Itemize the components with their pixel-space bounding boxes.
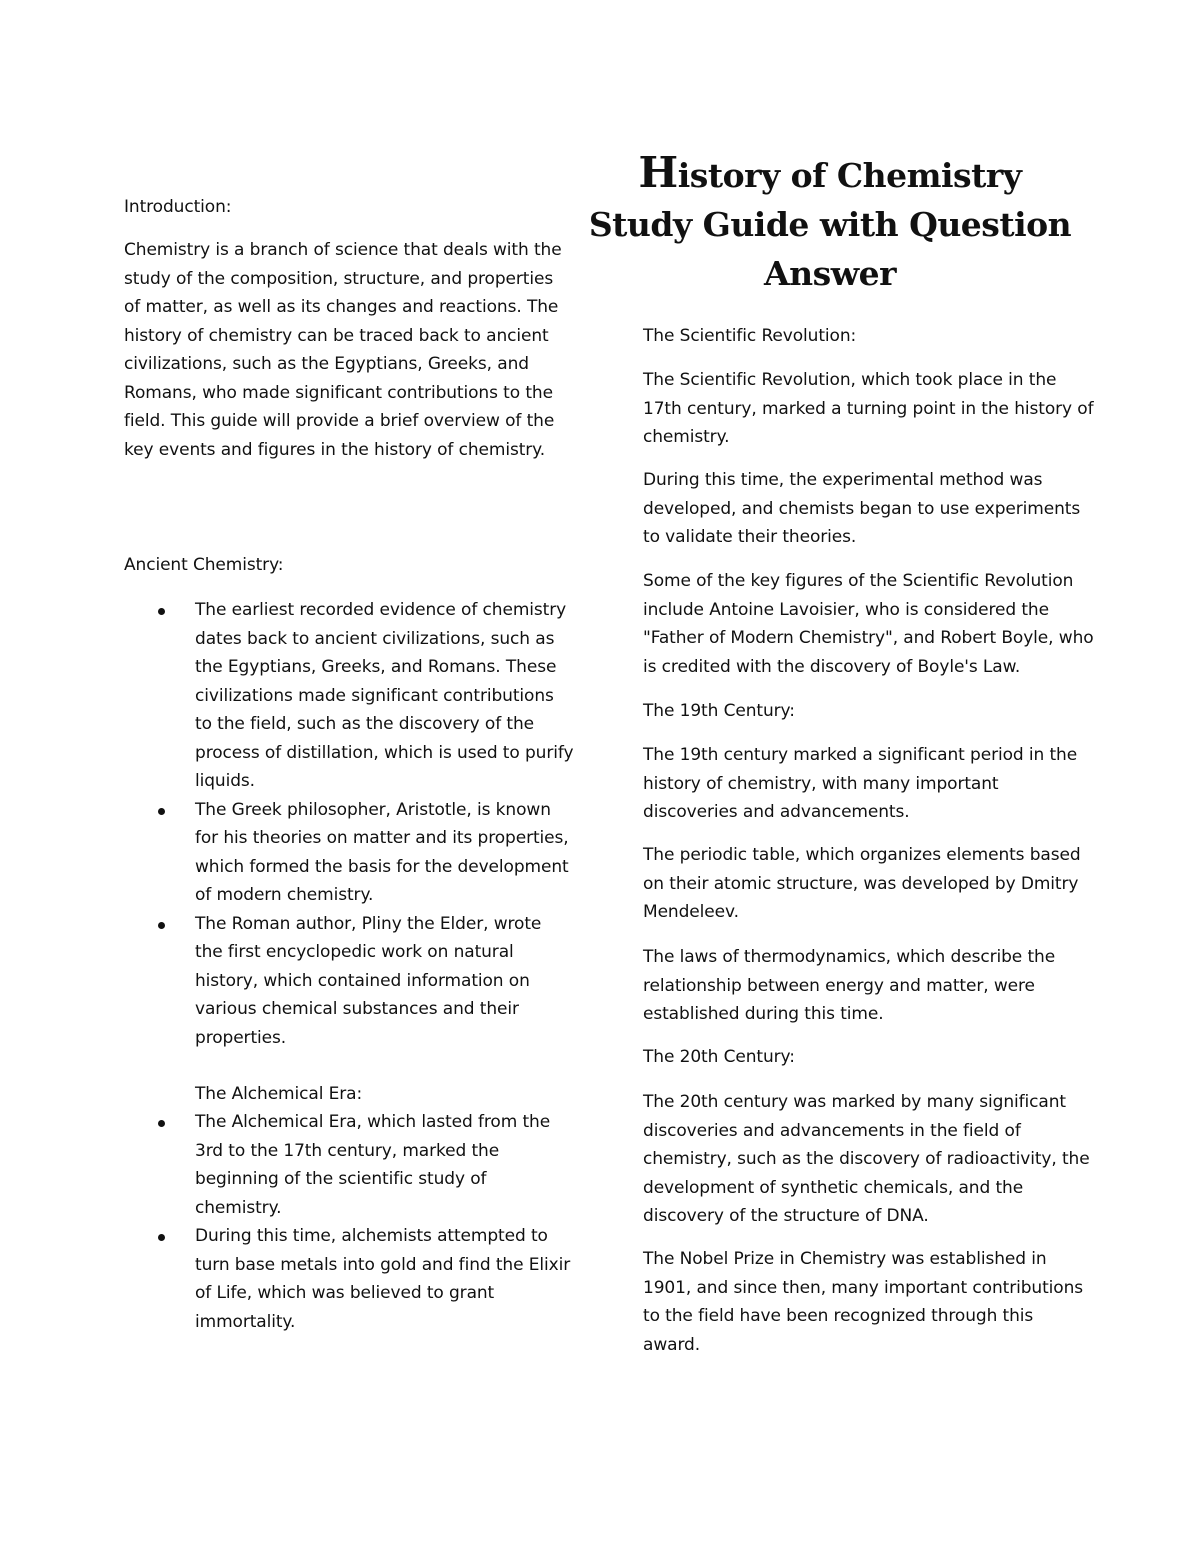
scientific-revolution-heading: The Scientific Revolution: xyxy=(643,326,857,346)
scientific-revolution-paragraph-1: The Scientific Revolution, which took place in the 17th century, marked a turning point in the history of chemistry. xyxy=(643,370,1094,447)
ancient-chemistry-heading: Ancient Chemistry: xyxy=(124,555,284,575)
introduction-paragraph: Chemistry is a branch of science that deals with the study of the composition, structure, and properties of matter, as well as its changes and reactions. The history of chemistry can be traced back to ancient civilizations, such as the Egyptians, Greeks, and Romans, who made significant contributions to the field. This guide will provide a brief overview of the key events and figures in the history of chemistry. xyxy=(124,240,562,460)
nineteenth-century-heading: The 19th Century: xyxy=(643,701,795,721)
bullet-icon xyxy=(158,1120,165,1127)
alchemical-era-list xyxy=(124,1108,574,1336)
alchemical-era-heading: The Alchemical Era: xyxy=(195,1084,363,1104)
title-initial-cap: H xyxy=(638,148,678,197)
title-line-1-rest: istory of Chemistry xyxy=(677,156,1022,195)
list-item xyxy=(124,596,574,796)
list-item-text: The Greek philosopher, Aristotle, is known for his theories on matter and its properties, which formed the basis for the development of modern chemistry. xyxy=(195,799,569,905)
ancient-chemistry-list xyxy=(124,596,574,1052)
list-item-text: During this time, alchemists attempted to turn base metals into gold and find the Elixir of Life, which was believed to grant immortality. xyxy=(195,1226,571,1332)
scientific-revolution-paragraph-3: Some of the key figures of the Scientific Revolution include Antoine Lavoisier, who is considered the "Father of Modern Chemistry", and Robert Boyle, who is credited with the discovery of Boyle's Law. xyxy=(643,571,1094,677)
twentieth-century-paragraph-1: The 20th century was marked by many significant discoveries and advancements in the field of chemistry, such as the discovery of radioactivity, the development of synthetic chemicals, and the discovery of the structure of DNA. xyxy=(643,1092,1090,1226)
nineteenth-century-paragraph-1: The 19th century marked a significant period in the history of chemistry, with many important discoveries and advancements. xyxy=(643,745,1078,822)
twentieth-century-paragraph-2: The Nobel Prize in Chemistry was established in 1901, and since then, many important contributions to the field have been recognized through this award. xyxy=(643,1249,1083,1355)
introduction-heading: Introduction: xyxy=(124,197,232,217)
nineteenth-century-paragraph-3: The laws of thermodynamics, which describe the relationship between energy and matter, were established during this time. xyxy=(643,947,1056,1024)
title-line-3: Answer xyxy=(764,254,896,293)
twentieth-century-heading: The 20th Century: xyxy=(643,1047,795,1067)
list-item xyxy=(124,1222,574,1336)
list-item-text: The Alchemical Era, which lasted from the 3rd to the 17th century, marked the beginning of the scientific study of chemistry. xyxy=(195,1112,551,1218)
bullet-icon xyxy=(158,1234,165,1241)
scientific-revolution-paragraph-2: During this time, the experimental method was developed, and chemists began to use experiments to validate their theories. xyxy=(643,470,1081,547)
list-item xyxy=(124,1108,574,1222)
nineteenth-century-paragraph-2: The periodic table, which organizes elements based on their atomic structure, was developed by Dmitry Mendeleev. xyxy=(643,845,1081,922)
list-item xyxy=(124,910,574,1053)
title-line-2: Study Guide with Question xyxy=(588,205,1072,244)
list-item xyxy=(124,796,574,910)
bullet-icon xyxy=(158,808,165,815)
list-item-text: The Roman author, Pliny the Elder, wrote the first encyclopedic work on natural history, which contained information on various chemical substances and their properties. xyxy=(195,913,542,1048)
bullet-icon xyxy=(158,608,165,615)
list-item-text: The earliest recorded evidence of chemistry dates back to ancient civilizations, such as the Egyptians, Greeks, and Romans. These civilizations made significant contributions to the field, such as the discovery of the process of distillation, which is used to purify liquids. xyxy=(195,600,574,791)
title-line-1 xyxy=(560,148,1100,200)
bullet-icon xyxy=(158,922,165,929)
document-title xyxy=(560,148,1100,298)
